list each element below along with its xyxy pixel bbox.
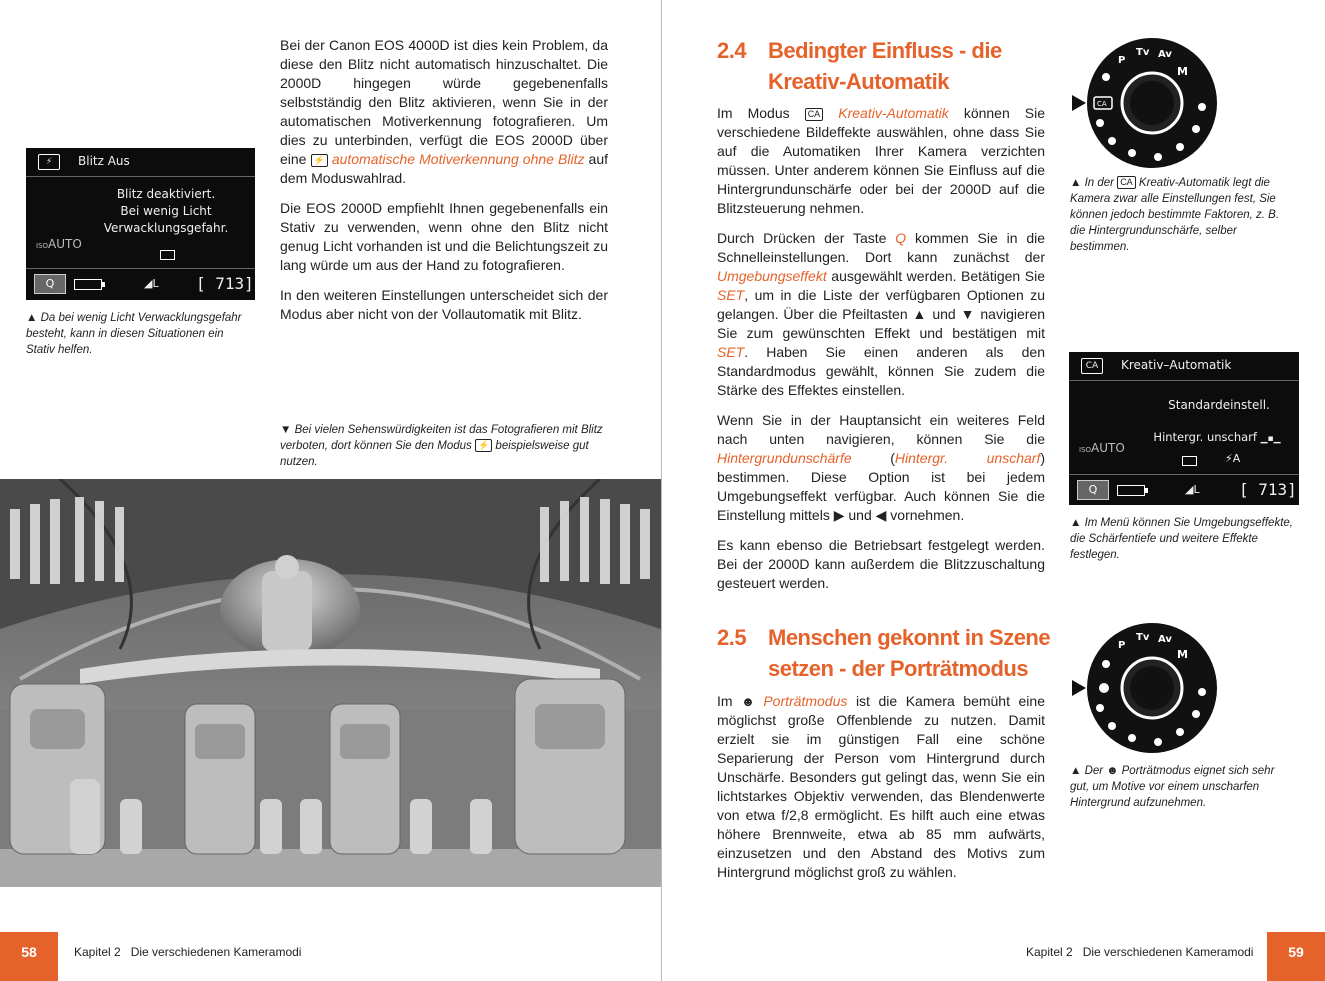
dial-label: M (1177, 65, 1188, 78)
shots-remaining: [ 713] (1239, 480, 1297, 499)
dial-label: Tv (1136, 632, 1150, 643)
mode-dial-creative-auto (1070, 35, 1220, 170)
monument-interior-photo (0, 479, 661, 887)
paragraph: Es kann ebenso die Betriebsart festgelegt werden. Bei der 2000D kann außerdem die Blitzzuschaltung gesteuert werden. (717, 537, 1045, 591)
paragraph: In den weiteren Einstellungen unterscheidet sich der Modus aber nicht von der Vollautomatik mit Blitz. (280, 287, 608, 322)
paragraph: Die EOS 2000D empfiehlt Ihnen gegebenenfalls ein Stativ zu verwenden, wenn ohne den Blitz nicht genug Licht vorhanden ist und die Belichtungszeit zu lang würde um aus der Hand zu fotografieren. (280, 200, 608, 273)
caption-lcd-blitz: ▲ Da bei wenig Licht Verwacklungsgefahr besteht, kann in diesen Situationen ein Stativ helfen. (26, 312, 242, 356)
paragraph: Im ☻ Porträtmodus ist die Kamera bemüht eine möglichst große Offenblende zu nutzen. Damit erzielt sie im günstigen Fall eine schöne Separierung der Person vom Hintergrund durch Unschärfe. Besonders gut gelingt das, wenn Sie ein lichtstarkes Objektiv verwenden, das Blendenwerte von etwa f/2,8 ermöglicht. Es hilft auch eine etwas höhere Brennweite, etwa ab 85 mm aufwärts, einzusetzen und den Abstand des Motivs zum Hintergrund möglichst groß zu wählen. (717, 693, 1045, 880)
creative-auto-mode-icon: CA (805, 108, 824, 121)
page-number: 58 (0, 932, 58, 981)
dial-label: Av (1158, 49, 1172, 60)
dial-label: Tv (1136, 47, 1150, 58)
caption-dial-creative: ▲ In der CA Kreativ-Automatik legt die Kamera zwar alle Einstellungen fest, Sie können jedoch bestimmte Faktoren, z. B. die Hintergrundunschärfe, selber bestimmen. (1070, 177, 1280, 253)
iso-auto-label: ISOAUTO (1079, 441, 1125, 455)
paragraph: Durch Drücken der Taste Q kommen Sie in die Schnelleinstellungen. Dort kann zunächst der Umgebungseffekt ausgewählt werden. Betätigen Sie SET, um in die Liste der verfügbaren Optionen zu gelangen. Über die Pfeiltasten ▲ und ▼ navigieren Sie zum gewünschten Effekt und bestätigen mit SET. Haben Sie einen anderen als den Standardmodus gewählt, können Sie zudem die Stärke des Effektes einstellen. (717, 230, 1046, 398)
dial-label: P (1118, 640, 1126, 651)
portrait-mode-icon: ☻ (1106, 765, 1119, 777)
image-quality: ◢L (1185, 483, 1200, 496)
paragraph: Bei der Canon EOS 4000D ist dies kein Problem, da diese den Blitz nicht automatisch hinzuschaltet. Die 2000D hingegen würde gegebenenfalls selbstständig den Blitz aktivieren, wenn Sie in der automatischen Motiverkennung fotografieren. Um dies zu unterbinden, verfügt die EOS 2000D über eine ⚡ automatische Motiverkennung ohne Blitz auf dem Moduswahlrad. (280, 37, 608, 186)
right-body-text-2 (717, 692, 1045, 893)
dial-label: Av (1158, 634, 1172, 645)
quick-menu-icon: Q (1077, 480, 1109, 500)
quick-menu-icon: Q (34, 274, 66, 294)
section-heading-2-4: 2.4 Bedingter Einfluss - die Kreativ-Automatik (717, 38, 1002, 94)
caption-dial-portrait: ▲ Der ☻ Porträtmodus eignet sich sehr gut, um Motive vor einem unscharfen Hintergrund aufzunehmen. (1070, 765, 1275, 809)
page-number: 59 (1267, 932, 1325, 981)
right-body-text-1 (717, 104, 1045, 604)
flash-auto-icon: ⚡A (1225, 452, 1241, 465)
dial-label: P (1118, 55, 1126, 66)
lcd-status-bar (1069, 474, 1299, 505)
lcd-background-setting: Hintergr. unscharf ▁▪▁ (1153, 430, 1281, 444)
battery-icon (74, 279, 102, 290)
caption-lcd-kreativ: ▲ Im Menü können Sie Umgebungseffekte, die Schärfentiefe und weitere Effekte festlegen. (1070, 517, 1293, 561)
shots-remaining: [ 713] (196, 274, 254, 293)
dial-pointer-icon (1072, 680, 1086, 696)
lcd-header-label: Kreativ–Automatik (1121, 358, 1232, 372)
left-body-text (280, 36, 608, 335)
right-page (662, 0, 1325, 981)
left-page (0, 0, 662, 981)
flash-off-mode-icon: ⚡ (311, 154, 328, 167)
lcd-header-label: Blitz Aus (78, 154, 130, 168)
flash-off-icon: ⚡ (38, 154, 60, 170)
portrait-mode-icon: ☻ (741, 694, 755, 709)
lcd-status-bar (26, 268, 255, 299)
flash-off-mode-icon: ⚡ (475, 439, 492, 452)
running-footer: Kapitel 2 Die verschiedenen Kameramodi (74, 945, 302, 959)
iso-auto-label: ISOAUTO (36, 237, 82, 251)
mode-dial-portrait (1070, 622, 1220, 757)
lcd-effect-setting: Standardeinstell. (1168, 398, 1270, 412)
caption-photo: ▼ Bei vielen Sehenswürdigkeiten ist das Fotografieren mit Blitz verboten, dort können Sie den Modus ⚡ beispielsweise gut nutzen. (280, 424, 603, 468)
dial-label: M (1177, 648, 1188, 661)
paragraph: Wenn Sie in der Hauptansicht ein weiteres Feld nach unten navigieren, können Sie die Hintergrundunschärfe (Hintergr. unscharf) bestimmen. Diese Option ist bei jedem Umgebungseffekt verfügbar. Auch können Sie die Einstellung mittels ▶ und ◀ vornehmen. (717, 412, 1045, 523)
drive-mode-icon (160, 250, 175, 260)
image-quality: ◢L (144, 277, 159, 290)
lcd-screen-blitz-aus (26, 148, 255, 300)
lcd-screen-kreativ-automatik (1069, 352, 1299, 505)
drive-mode-icon (1182, 456, 1197, 466)
dial-label: CA (1097, 100, 1107, 108)
paragraph: Im Modus CA Kreativ-Automatik können Sie verschiedene Bildeffekte auswählen, ohne dass Sie auf die Automatiken Ihrer Kamera verzichten müssen. Unter anderem können Sie Einfluss auf die Hintergrundunschärfe oder bei der 2000D auf die Blitzsteuerung nehmen. (717, 105, 1046, 216)
lcd-message: Blitz deaktiviert. Bei wenig Licht Verwacklungsgefahr. (103, 187, 229, 235)
lcd-header (26, 148, 255, 177)
dial-pointer-icon (1072, 95, 1086, 111)
lcd-header (1069, 352, 1299, 381)
photo-illustration (0, 479, 661, 887)
creative-auto-icon: CA (1081, 358, 1103, 374)
section-heading-2-5: 2.5 Menschen gekonnt in Szene setzen - der Porträtmodus (717, 625, 1051, 681)
battery-icon (1117, 485, 1145, 496)
running-footer: Kapitel 2 Die verschiedenen Kameramodi (1026, 945, 1254, 959)
